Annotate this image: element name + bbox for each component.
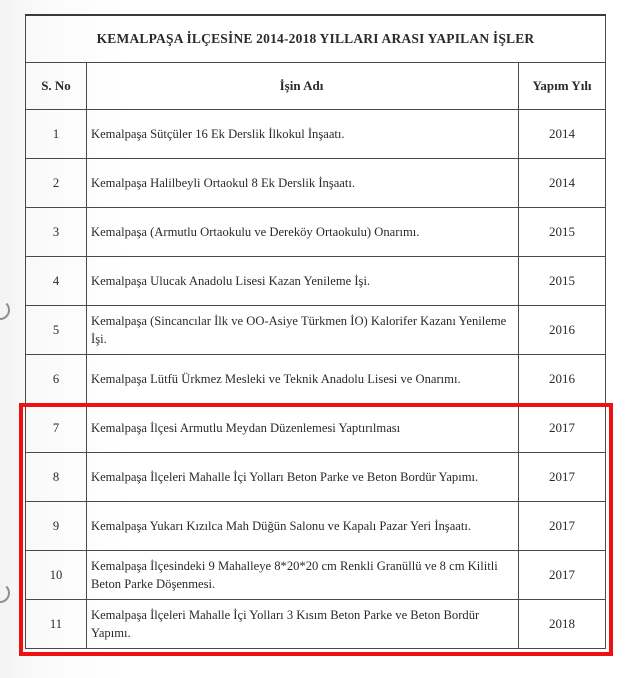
row-number: 2 bbox=[26, 159, 87, 208]
table-header-row bbox=[26, 63, 606, 110]
row-number: 7 bbox=[26, 404, 87, 453]
table-row bbox=[26, 110, 606, 159]
table-row bbox=[26, 355, 606, 404]
row-year: 2015 bbox=[519, 257, 606, 306]
row-work-name: Kemalpaşa Sütçüler 16 Ek Derslik İlkokul İnşaatı. bbox=[87, 110, 519, 159]
row-year: 2017 bbox=[519, 453, 606, 502]
table-row bbox=[26, 453, 606, 502]
row-number: 10 bbox=[26, 551, 87, 600]
table-row bbox=[26, 404, 606, 453]
row-year: 2018 bbox=[519, 600, 606, 649]
row-work-name: Kemalpaşa İlçeleri Mahalle İçi Yolları Beton Parke ve Beton Bordür Yapımı. bbox=[87, 453, 519, 502]
row-year: 2017 bbox=[519, 404, 606, 453]
column-header-name: İşin Adı bbox=[87, 63, 519, 110]
row-year: 2014 bbox=[519, 159, 606, 208]
table-row bbox=[26, 159, 606, 208]
row-year: 2014 bbox=[519, 110, 606, 159]
column-header-no: S. No bbox=[26, 63, 87, 110]
row-number: 8 bbox=[26, 453, 87, 502]
row-work-name: Kemalpaşa (Armutlu Ortaokulu ve Dereköy Ortaokulu) Onarımı. bbox=[87, 208, 519, 257]
row-work-name: Kemalpaşa İlçeleri Mahalle İçi Yolları 3 Kısım Beton Parke ve Beton Bordür Yapımı. bbox=[87, 600, 519, 649]
document-title: KEMALPAŞA İLÇESİNE 2014-2018 YILLARI ARASI YAPILAN İŞLER bbox=[26, 15, 606, 63]
row-year: 2017 bbox=[519, 551, 606, 600]
row-work-name: Kemalpaşa İlçesi Armutlu Meydan Düzenlemesi Yaptırılması bbox=[87, 404, 519, 453]
row-number: 5 bbox=[26, 306, 87, 355]
row-number: 6 bbox=[26, 355, 87, 404]
row-year: 2016 bbox=[519, 306, 606, 355]
row-year: 2016 bbox=[519, 355, 606, 404]
table-row bbox=[26, 502, 606, 551]
row-number: 4 bbox=[26, 257, 87, 306]
table-row bbox=[26, 257, 606, 306]
column-header-year: Yapım Yılı bbox=[519, 63, 606, 110]
row-number: 3 bbox=[26, 208, 87, 257]
table-title-row bbox=[26, 15, 606, 63]
row-work-name: Kemalpaşa Ulucak Anadolu Lisesi Kazan Yenileme İşi. bbox=[87, 257, 519, 306]
row-work-name: Kemalpaşa (Sincancılar İlk ve OO-Asiye Türkmen İO) Kalorifer Kazanı Yenileme İşi. bbox=[87, 306, 519, 355]
row-work-name: Kemalpaşa Lütfü Ürkmez Mesleki ve Teknik Anadolu Lisesi ve Onarımı. bbox=[87, 355, 519, 404]
row-number: 1 bbox=[26, 110, 87, 159]
row-work-name: Kemalpaşa İlçesindeki 9 Mahalleye 8*20*20 cm Renkli Granüllü ve 8 cm Kilitli Beton Parke Döşenmesi. bbox=[87, 551, 519, 600]
row-number: 11 bbox=[26, 600, 87, 649]
row-year: 2015 bbox=[519, 208, 606, 257]
row-number: 9 bbox=[26, 502, 87, 551]
row-work-name: Kemalpaşa Halilbeyli Ortaokul 8 Ek Derslik İnşaatı. bbox=[87, 159, 519, 208]
table-row bbox=[26, 600, 606, 649]
row-year: 2017 bbox=[519, 502, 606, 551]
table-row bbox=[26, 306, 606, 355]
table-row bbox=[26, 551, 606, 600]
row-work-name: Kemalpaşa Yukarı Kızılca Mah Düğün Salonu ve Kapalı Pazar Yeri İnşaatı. bbox=[87, 502, 519, 551]
works-table bbox=[25, 14, 606, 649]
table-row bbox=[26, 208, 606, 257]
